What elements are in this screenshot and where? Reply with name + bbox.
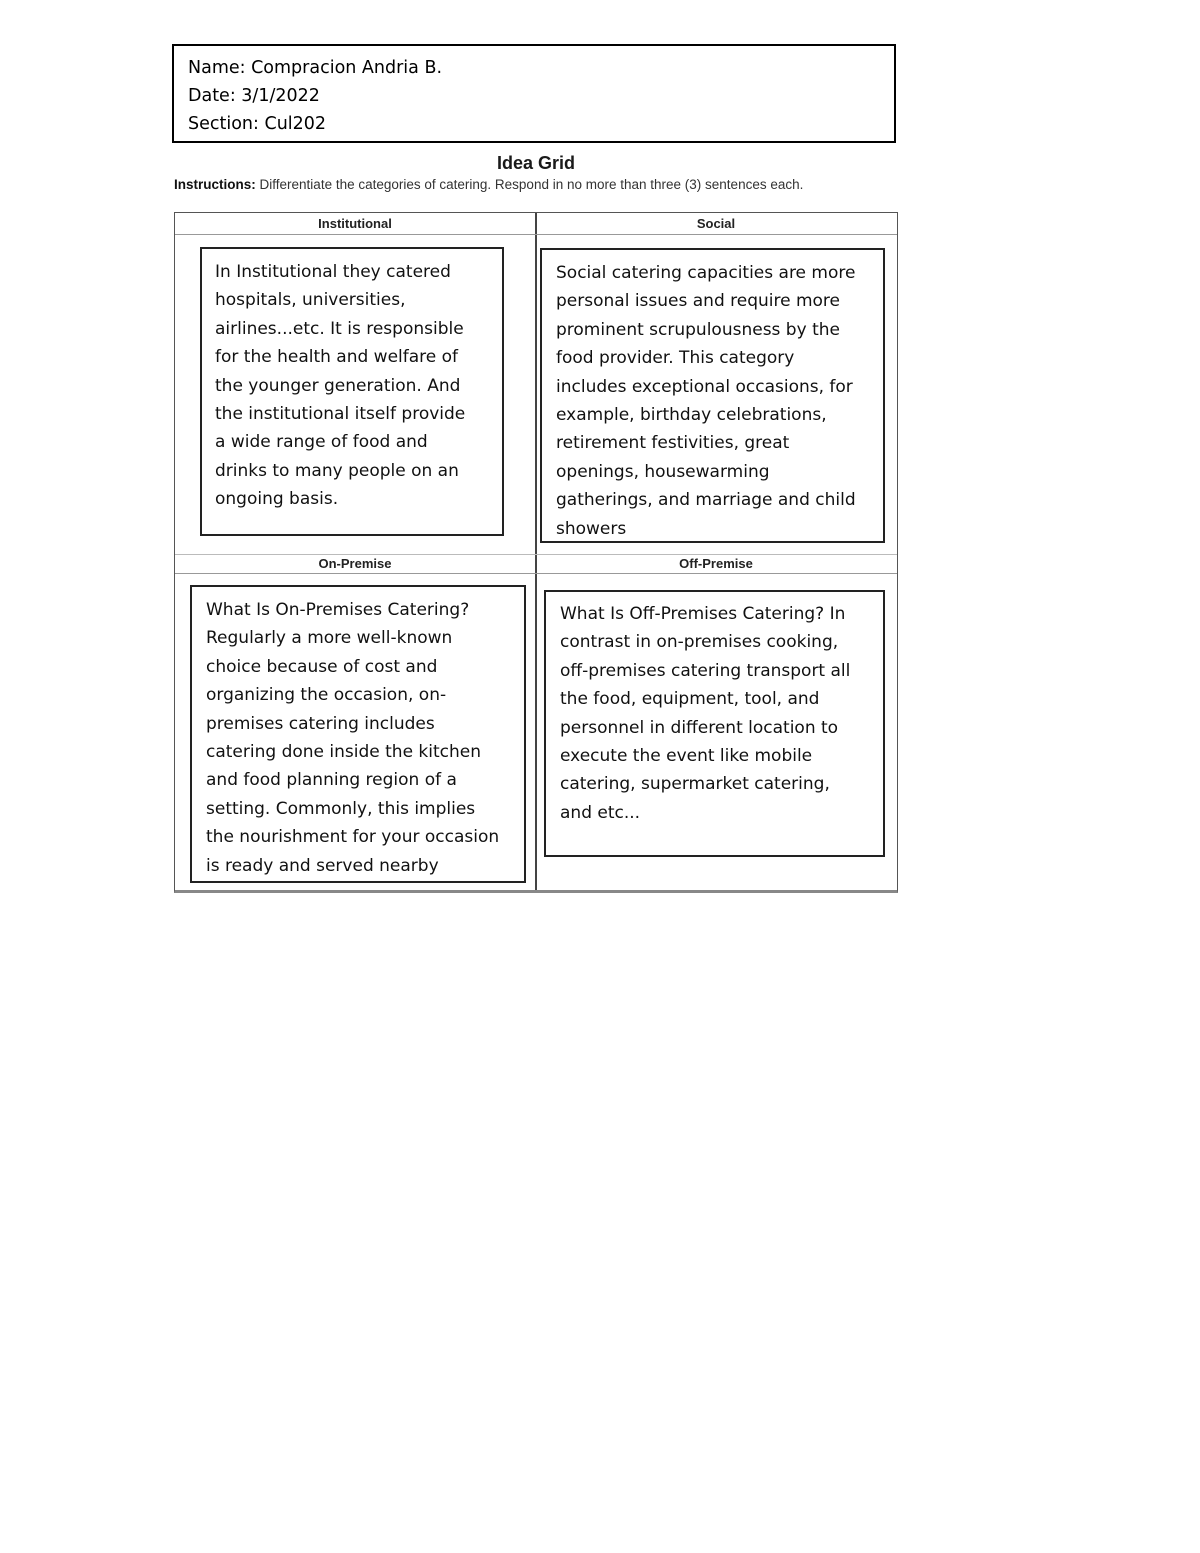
idea-grid — [174, 212, 898, 893]
heading-off-premise: Off-Premise — [679, 556, 753, 571]
heading-social: Social — [696, 216, 736, 231]
answer-social: Social catering capacities are more personal issues and require more prominent scrupulousness by the food provider. This category includes exceptional occasions, for example, birthday celebrations, retirement festivities, great openings, housewarming gatherings, and marriage and child showers — [540, 248, 885, 543]
heading-on-premise: On-Premise — [318, 556, 392, 571]
worksheet-title: Idea Grid — [496, 153, 576, 173]
grid-column-divider — [535, 213, 537, 890]
worksheet-instructions — [174, 176, 803, 194]
answer-on-premise: What Is On-Premises Catering? Regularly a more well-known choice because of cost and organizing the occasion, on- premises catering includes catering done inside the kitchen and food planning region of a setting. Commonly, this implies the nourishment for your occasion is ready and served nearby — [190, 585, 526, 883]
instructions-label: Instructions: — [174, 177, 256, 192]
student-name: Name: Compracion Andria B. — [188, 58, 443, 78]
answer-off-premise: What Is Off-Premises Catering? In contrast in on-premises cooking, off-premises catering transport all the food, equipment, tool, and personnel in different location to execute the event like mobile catering, supermarket catering, and etc... — [544, 590, 885, 857]
grid-header-rule-top — [175, 234, 897, 235]
class-section: Section: Cul202 — [188, 114, 327, 134]
answer-institutional: In Institutional they catered hospitals, universities, airlines...etc. It is responsible for the health and welfare of the younger generation. And the institutional itself provide a wide range of food and drinks to many people on an ongoing basis. — [200, 247, 504, 536]
student-info-box — [172, 44, 896, 143]
instructions-text: Differentiate the categories of catering. Respond in no more than three (3) sentences each. — [259, 177, 804, 192]
submission-date: Date: 3/1/2022 — [188, 86, 320, 106]
heading-institutional: Institutional — [318, 216, 392, 231]
